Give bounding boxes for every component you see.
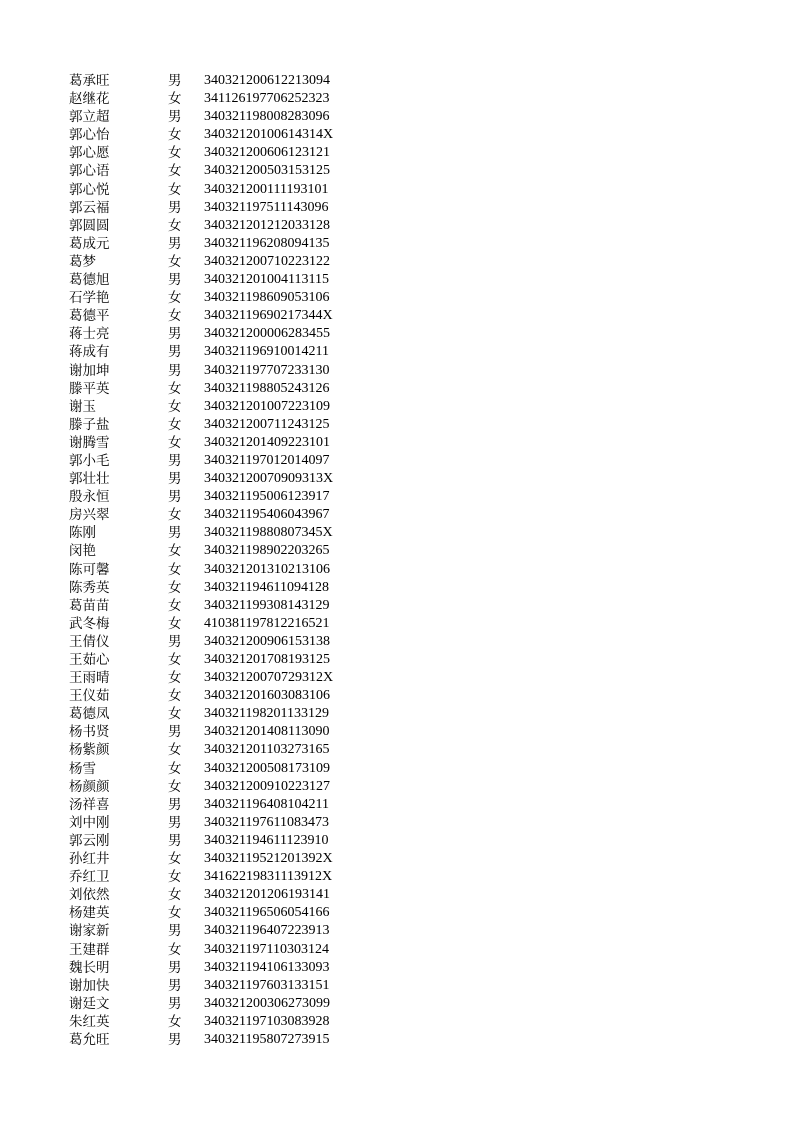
name-cell: 葛德凤 xyxy=(69,706,110,723)
gender-cell: 男 xyxy=(168,525,182,542)
name-cell: 陈刚 xyxy=(69,525,96,542)
name-cell: 郭小毛 xyxy=(69,452,110,469)
name-cell: 杨书贤 xyxy=(69,724,110,741)
gender-cell: 女 xyxy=(168,416,182,433)
table-row xyxy=(0,90,793,108)
table-row xyxy=(0,398,793,416)
table-row xyxy=(0,452,793,470)
name-cell: 葛德旭 xyxy=(69,272,110,289)
name-cell: 谢腾雪 xyxy=(69,434,110,451)
id-number-cell: 340321198902203265 xyxy=(204,543,330,559)
gender-cell: 男 xyxy=(168,995,182,1012)
table-row xyxy=(0,108,793,126)
table-row xyxy=(0,199,793,217)
gender-cell: 女 xyxy=(168,308,182,325)
gender-cell: 男 xyxy=(168,489,182,506)
id-number-cell: 340321194611123910 xyxy=(204,832,329,848)
name-cell: 滕子盐 xyxy=(69,416,110,433)
name-cell: 滕平英 xyxy=(69,380,110,397)
gender-cell: 男 xyxy=(168,814,182,831)
id-number-cell: 340321200306273099 xyxy=(204,995,330,1011)
table-row xyxy=(0,1013,793,1031)
table-row xyxy=(0,144,793,162)
id-number-cell: 34032119690217344X xyxy=(204,308,333,324)
table-row xyxy=(0,343,793,361)
id-number-cell: 340321197012014097 xyxy=(204,452,330,468)
gender-cell: 男 xyxy=(168,832,182,849)
name-cell: 郭圆圆 xyxy=(69,217,110,234)
id-number-cell: 340321201603083106 xyxy=(204,688,330,704)
gender-cell: 女 xyxy=(168,706,182,723)
records-table xyxy=(0,72,793,1049)
id-number-cell: 340321195006123917 xyxy=(204,489,330,505)
gender-cell: 女 xyxy=(168,434,182,451)
id-number-cell: 340321195807273915 xyxy=(204,1031,330,1047)
name-cell: 郭心语 xyxy=(69,163,110,180)
name-cell: 殷永恒 xyxy=(69,489,110,506)
gender-cell: 男 xyxy=(168,109,182,126)
gender-cell: 女 xyxy=(168,145,182,162)
id-number-cell: 340321197110303124 xyxy=(204,941,329,957)
table-row xyxy=(0,126,793,144)
name-cell: 谢加快 xyxy=(69,977,110,994)
name-cell: 郭心愿 xyxy=(69,145,110,162)
name-cell: 杨紫颜 xyxy=(69,742,110,759)
id-number-cell: 340321200606123121 xyxy=(204,145,330,161)
gender-cell: 女 xyxy=(168,217,182,234)
id-number-cell: 340321200503153125 xyxy=(204,163,330,179)
table-row xyxy=(0,959,793,977)
table-row xyxy=(0,289,793,307)
gender-cell: 女 xyxy=(168,543,182,560)
name-cell: 陈可馨 xyxy=(69,561,110,578)
table-row xyxy=(0,434,793,452)
gender-cell: 女 xyxy=(168,887,182,904)
table-row xyxy=(0,597,793,615)
name-cell: 魏长明 xyxy=(69,959,110,976)
id-number-cell: 340321201206193141 xyxy=(204,887,330,903)
id-number-cell: 340321201212033128 xyxy=(204,217,330,233)
gender-cell: 女 xyxy=(168,181,182,198)
table-row xyxy=(0,488,793,506)
id-number-cell: 34032119521201392X xyxy=(204,851,333,867)
table-row xyxy=(0,832,793,850)
gender-cell: 女 xyxy=(168,778,182,795)
name-cell: 葛承旺 xyxy=(69,73,110,89)
gender-cell: 男 xyxy=(168,199,182,216)
name-cell: 郭云刚 xyxy=(69,832,110,849)
table-row xyxy=(0,271,793,289)
gender-cell: 女 xyxy=(168,742,182,759)
name-cell: 汤祥喜 xyxy=(69,796,110,813)
id-number-cell: 340321197103083928 xyxy=(204,1013,330,1029)
table-row xyxy=(0,561,793,579)
name-cell: 葛梦 xyxy=(69,253,96,270)
id-number-cell: 340321200612213094 xyxy=(204,73,330,88)
gender-cell: 男 xyxy=(168,452,182,469)
table-row xyxy=(0,380,793,398)
id-number-cell: 340321201103273165 xyxy=(204,742,330,758)
gender-cell: 女 xyxy=(168,91,182,108)
gender-cell: 女 xyxy=(168,670,182,687)
table-row xyxy=(0,162,793,180)
id-number-cell: 340321197603133151 xyxy=(204,977,330,993)
id-number-cell: 340321198609053106 xyxy=(204,290,330,306)
table-row xyxy=(0,362,793,380)
gender-cell: 男 xyxy=(168,923,182,940)
gender-cell: 女 xyxy=(168,1013,182,1030)
gender-cell: 男 xyxy=(168,471,182,488)
table-row xyxy=(0,941,793,959)
gender-cell: 女 xyxy=(168,561,182,578)
name-cell: 郭立超 xyxy=(69,109,110,126)
name-cell: 蒋士亮 xyxy=(69,326,110,343)
table-row xyxy=(0,253,793,271)
id-number-cell: 340321201708193125 xyxy=(204,652,330,667)
gender-cell: 男 xyxy=(168,344,182,361)
table-row xyxy=(0,886,793,904)
gender-cell: 男 xyxy=(168,73,182,89)
id-number-cell: 410381197812216521 xyxy=(204,615,330,631)
gender-cell: 女 xyxy=(168,905,182,922)
table-row xyxy=(0,995,793,1013)
id-number-cell: 34032120070909313X xyxy=(204,471,334,487)
name-cell: 杨建英 xyxy=(69,905,110,922)
id-number-cell: 340321201004113115 xyxy=(204,272,329,288)
id-number-cell: 341126197706252323 xyxy=(204,91,330,107)
table-row xyxy=(0,778,793,796)
table-row xyxy=(0,325,793,343)
name-cell: 葛苗苗 xyxy=(69,597,110,614)
table-row xyxy=(0,796,793,814)
gender-cell: 女 xyxy=(168,398,182,415)
id-number-cell: 340321196408104211 xyxy=(204,796,329,812)
table-row xyxy=(0,651,793,669)
gender-cell: 男 xyxy=(168,724,182,741)
id-number-cell: 340321196910014211 xyxy=(204,344,329,360)
id-number-cell: 340321194611094128 xyxy=(204,579,329,595)
gender-cell: 男 xyxy=(168,362,182,379)
table-row xyxy=(0,904,793,922)
table-row xyxy=(0,814,793,832)
id-number-cell: 340321201310213106 xyxy=(204,561,330,577)
name-cell: 朱红英 xyxy=(69,1013,110,1030)
name-cell: 王倩仪 xyxy=(69,633,110,650)
id-number-cell: 340321196208094135 xyxy=(204,235,330,251)
gender-cell: 女 xyxy=(168,253,182,270)
table-row xyxy=(0,72,793,90)
table-row xyxy=(0,705,793,723)
name-cell: 葛成元 xyxy=(69,235,110,252)
table-row xyxy=(0,687,793,705)
table-row xyxy=(0,235,793,253)
name-cell: 孙红井 xyxy=(69,851,110,868)
id-number-cell: 340321201408113090 xyxy=(204,724,330,740)
name-cell: 郭心怡 xyxy=(69,127,110,144)
id-number-cell: 340321201409223101 xyxy=(204,434,330,450)
table-row xyxy=(0,181,793,199)
name-cell: 葛德平 xyxy=(69,308,110,325)
table-row xyxy=(0,217,793,235)
name-cell: 武冬梅 xyxy=(69,615,110,632)
name-cell: 王雨晴 xyxy=(69,670,110,687)
id-number-cell: 34032120100614314X xyxy=(204,127,334,143)
name-cell: 蒋成有 xyxy=(69,344,110,361)
name-cell: 刘依然 xyxy=(69,887,110,904)
name-cell: 谢家新 xyxy=(69,923,110,940)
gender-cell: 男 xyxy=(168,272,182,289)
table-row xyxy=(0,868,793,886)
table-row xyxy=(0,470,793,488)
name-cell: 郭云福 xyxy=(69,199,110,216)
name-cell: 房兴翠 xyxy=(69,507,110,524)
table-row xyxy=(0,524,793,542)
name-cell: 石学艳 xyxy=(69,290,110,307)
table-row xyxy=(0,506,793,524)
id-number-cell: 340321197611083473 xyxy=(204,814,329,830)
table-row xyxy=(0,723,793,741)
table-row xyxy=(0,615,793,633)
table-row xyxy=(0,542,793,560)
gender-cell: 女 xyxy=(168,597,182,614)
id-number-cell: 340321201007223109 xyxy=(204,398,330,414)
id-number-cell: 340321200111193101 xyxy=(204,181,329,197)
id-number-cell: 340321197511143096 xyxy=(204,199,329,215)
id-number-cell: 340321198008283096 xyxy=(204,109,330,125)
gender-cell: 男 xyxy=(168,633,182,650)
table-row xyxy=(0,579,793,597)
name-cell: 闵艳 xyxy=(69,543,96,560)
gender-cell: 女 xyxy=(168,615,182,632)
gender-cell: 女 xyxy=(168,869,182,886)
id-number-cell: 340321200006283455 xyxy=(204,326,330,342)
gender-cell: 男 xyxy=(168,977,182,994)
table-row xyxy=(0,977,793,995)
id-number-cell: 34032120070729312X xyxy=(204,670,334,686)
gender-cell: 女 xyxy=(168,127,182,144)
gender-cell: 女 xyxy=(168,941,182,958)
name-cell: 乔红卫 xyxy=(69,869,110,886)
name-cell: 谢廷文 xyxy=(69,995,110,1012)
name-cell: 谢加坤 xyxy=(69,362,110,379)
gender-cell: 男 xyxy=(168,796,182,813)
gender-cell: 女 xyxy=(168,380,182,397)
id-number-cell: 340321200711243125 xyxy=(204,416,330,432)
id-number-cell: 340321196407223913 xyxy=(204,923,330,939)
name-cell: 王茹心 xyxy=(69,652,110,668)
id-number-cell: 34162219831113912X xyxy=(204,869,333,885)
gender-cell: 女 xyxy=(168,652,182,668)
id-number-cell: 340321200710223122 xyxy=(204,253,330,269)
id-number-cell: 340321200906153138 xyxy=(204,633,330,649)
id-number-cell: 340321199308143129 xyxy=(204,597,330,613)
table-row xyxy=(0,760,793,778)
name-cell: 赵继花 xyxy=(69,91,110,108)
table-row xyxy=(0,416,793,434)
table-row xyxy=(0,307,793,325)
id-number-cell: 340321194106133093 xyxy=(204,959,330,975)
name-cell: 葛允旺 xyxy=(69,1031,110,1048)
gender-cell: 男 xyxy=(168,1031,182,1048)
table-row xyxy=(0,633,793,651)
name-cell: 谢玉 xyxy=(69,398,96,415)
gender-cell: 男 xyxy=(168,959,182,976)
id-number-cell: 340321198805243126 xyxy=(204,380,330,396)
name-cell: 郭壮壮 xyxy=(69,471,110,488)
id-number-cell: 340321196506054166 xyxy=(204,905,330,921)
name-cell: 杨雪 xyxy=(69,760,96,777)
gender-cell: 男 xyxy=(168,235,182,252)
gender-cell: 女 xyxy=(168,290,182,307)
table-row xyxy=(0,1031,793,1049)
name-cell: 王仪茹 xyxy=(69,688,110,705)
name-cell: 陈秀英 xyxy=(69,579,110,596)
gender-cell: 女 xyxy=(168,851,182,868)
id-number-cell: 340321197707233130 xyxy=(204,362,330,378)
id-number-cell: 340321200910223127 xyxy=(204,778,330,794)
gender-cell: 女 xyxy=(168,507,182,524)
id-number-cell: 340321198201133129 xyxy=(204,706,329,722)
name-cell: 郭心悦 xyxy=(69,181,110,198)
gender-cell: 女 xyxy=(168,579,182,596)
table-row xyxy=(0,669,793,687)
gender-cell: 女 xyxy=(168,688,182,705)
id-number-cell: 340321195406043967 xyxy=(204,507,330,523)
id-number-cell: 34032119880807345X xyxy=(204,525,333,541)
gender-cell: 男 xyxy=(168,326,182,343)
table-row xyxy=(0,922,793,940)
table-row xyxy=(0,741,793,759)
gender-cell: 女 xyxy=(168,163,182,180)
name-cell: 王建群 xyxy=(69,941,110,958)
name-cell: 杨颜颜 xyxy=(69,778,110,795)
name-cell: 刘中刚 xyxy=(69,814,110,831)
gender-cell: 女 xyxy=(168,760,182,777)
id-number-cell: 340321200508173109 xyxy=(204,760,330,776)
table-row xyxy=(0,850,793,868)
